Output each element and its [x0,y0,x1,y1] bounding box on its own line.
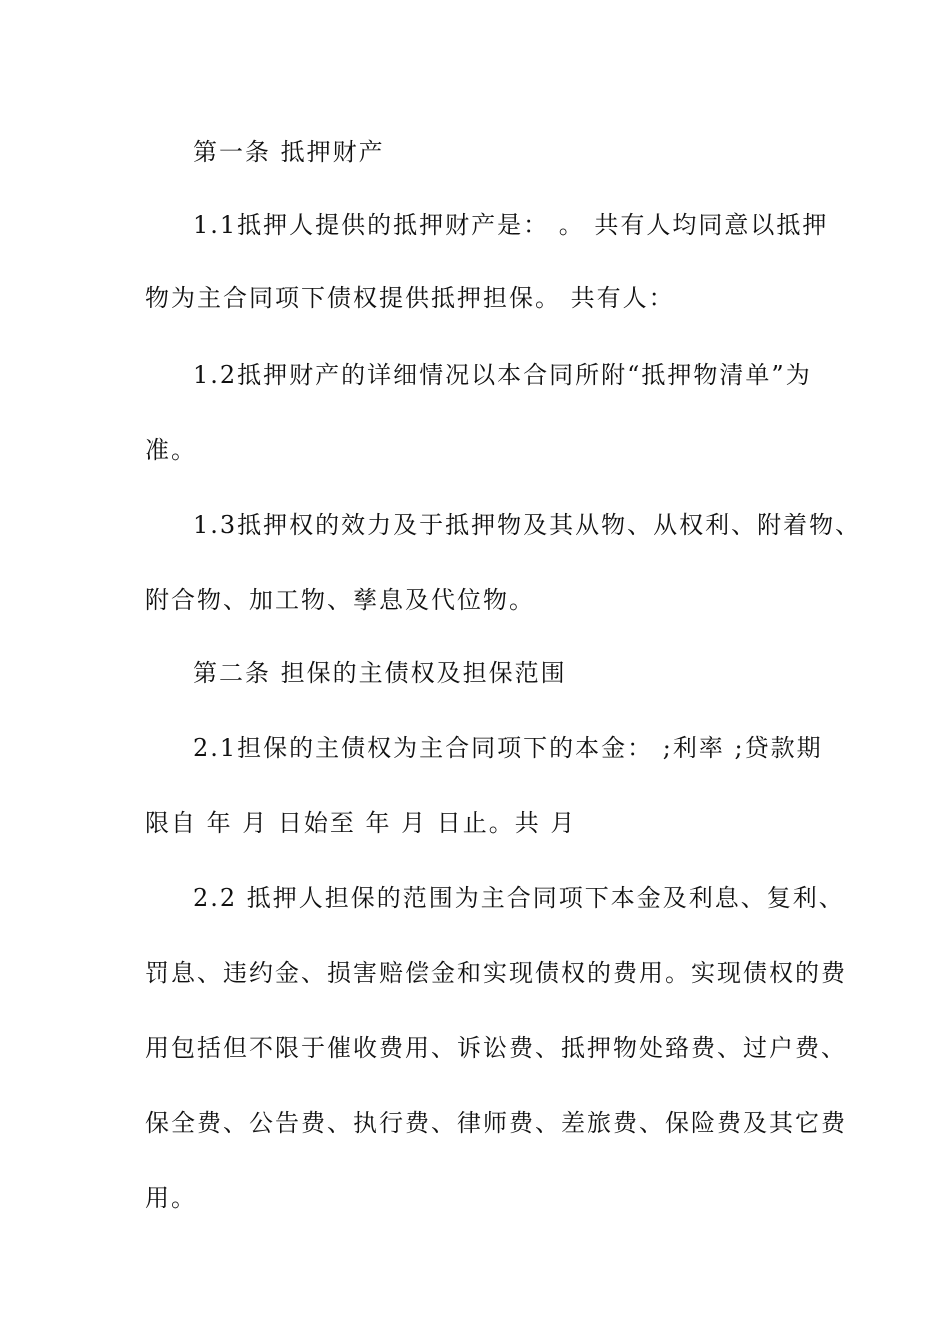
clause-1-2-line-1: 1.2抵押财产的详细情况以本合同所附“抵押物清单”为 [193,361,812,389]
clause-1-1-line-2: 物为主合同项下债权提供抵押担保。 共有人： [145,284,675,312]
clause-2-2-line-2: 罚息、违约金、损害赔偿金和实现债权的费用。实现债权的费 [145,959,847,987]
clause-1-1-line-1: 1.1抵押人提供的抵押财产是： 。 共有人均同意以抵押 [193,211,829,239]
clause-1-2-line-2: 准。 [145,436,197,464]
clause-2-1-line-2: 限自 年 月 日始至 年 月 日止。共 月 [145,809,577,837]
clause-2-2-line-5: 用。 [145,1184,197,1212]
clause-2-1-line-1: 2.1担保的主债权为主合同项下的本金： ;利率 ;贷款期 [193,734,823,762]
article-2-heading: 第二条 担保的主债权及担保范围 [193,659,567,687]
clause-2-2-line-3: 用包括但不限于催收费用、诉讼费、抵押物处臵费、过户费、 [145,1034,847,1062]
clause-1-3-line-1: 1.3抵押权的效力及于抵押物及其从物、从权利、附着物、 [193,511,862,539]
clause-2-2-line-4: 保全费、公告费、执行费、律师费、差旅费、保险费及其它费 [145,1109,847,1137]
clause-1-3-line-2: 附合物、加工物、孳息及代位物。 [145,586,535,614]
clause-2-2-line-1: 2.2 抵押人担保的范围为主合同项下本金及利息、复利、 [193,884,845,912]
article-1-heading: 第一条 抵押财产 [193,138,385,166]
